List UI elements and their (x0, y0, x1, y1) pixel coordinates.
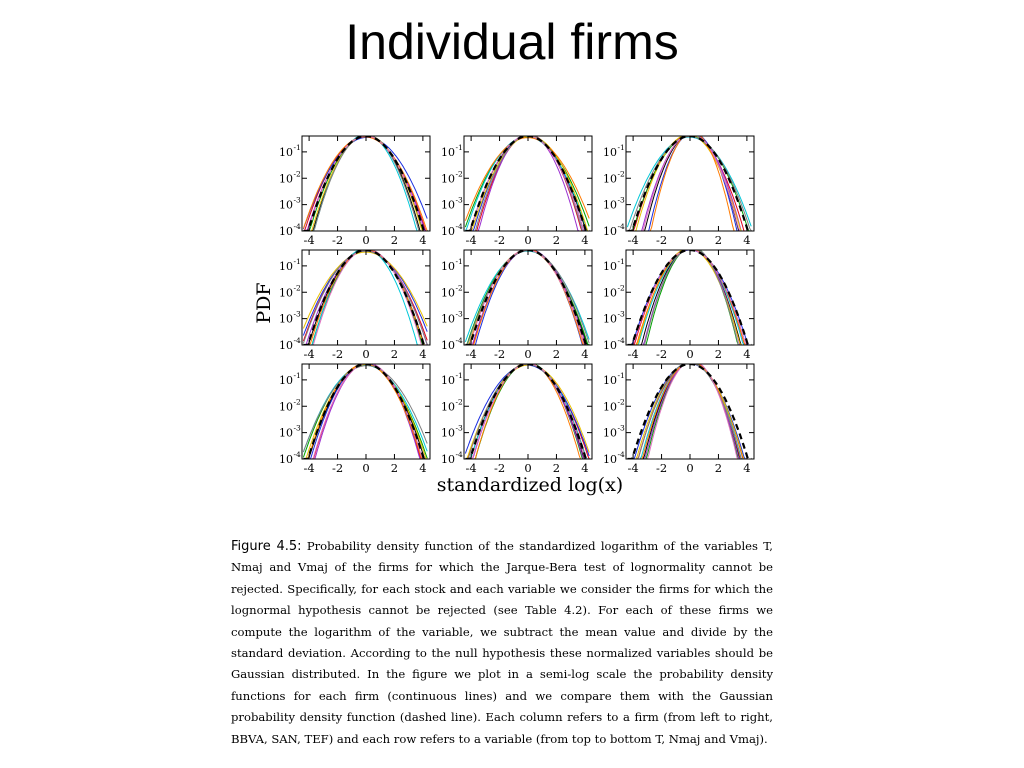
x-tick-label: 2 (714, 347, 723, 361)
x-tick-label: -2 (655, 233, 668, 247)
x-tick-label: -4 (465, 461, 477, 475)
pdf-panel-r2c2 (603, 361, 754, 475)
y-tick-label: 10 (279, 172, 293, 186)
y-tick-exponent: -2 (293, 169, 301, 179)
y-tick-label: 10 (441, 453, 455, 466)
x-tick-label: 4 (581, 233, 589, 247)
y-tick-label: 10 (603, 426, 617, 440)
firm-pdf-line (465, 250, 589, 345)
y-tick-exponent: -3 (293, 309, 301, 319)
firm-pdf-line (627, 250, 751, 346)
y-tick-label: 10 (279, 259, 293, 273)
firm-pdf-line (303, 365, 427, 460)
x-tick-label: 2 (714, 461, 723, 475)
pdf-panel-r1c1 (441, 249, 592, 361)
y-tick-exponent: -1 (617, 370, 625, 380)
x-tick-label: 0 (362, 461, 370, 475)
gaussian-reference-line (465, 250, 589, 345)
firm-pdf-line (627, 247, 751, 345)
y-tick-exponent: -1 (293, 370, 301, 380)
x-tick-label: -4 (303, 461, 315, 475)
y-tick-label: 10 (441, 426, 455, 440)
y-tick-label: 10 (441, 145, 455, 159)
y-tick-exponent: -1 (617, 256, 625, 266)
x-tick-label: 4 (581, 347, 589, 361)
x-tick-label: 4 (419, 347, 427, 361)
y-tick-label: 10 (279, 400, 293, 414)
pdf-panel-r0c2 (603, 132, 754, 247)
x-tick-label: 0 (686, 347, 694, 361)
y-tick-exponent: -1 (293, 142, 301, 152)
y-tick-exponent: -1 (455, 370, 463, 380)
x-tick-label: -4 (465, 233, 477, 247)
y-tick-label: 10 (603, 312, 617, 326)
x-tick-label: -2 (331, 233, 344, 247)
y-tick-exponent: -4 (617, 450, 625, 459)
x-tick-label: -2 (493, 233, 506, 247)
firm-pdf-line (465, 138, 589, 221)
y-tick-exponent: -4 (617, 222, 625, 231)
firm-pdf-line (627, 249, 751, 345)
y-tick-label: 10 (279, 339, 293, 352)
y-tick-label: 10 (441, 339, 455, 352)
firm-pdf-line (627, 249, 751, 345)
x-tick-label: 0 (524, 233, 532, 247)
x-tick-label: 4 (419, 233, 427, 247)
x-tick-label: 2 (390, 347, 399, 361)
y-tick-exponent: -4 (617, 336, 625, 345)
figure-caption (231, 536, 773, 750)
x-tick-label: 2 (390, 233, 399, 247)
x-tick-label: 4 (743, 461, 751, 475)
y-tick-label: 10 (441, 400, 455, 414)
figure-caption-text: Probability density function of the standardized logarithm of the variables T, Nmaj and Vmaj of the firms for which the Jarque-Bera test of lognormality cannot be rejected. Specifically, for each stock and each variable we consider the firms for which the lognormal hypothesis cannot be rejected (see Table 4.2). For each of these firms we compute the logarithm of the variable, we subtract the mean value and divide by the standard deviation. According to the null hypothesis these normalized variables should be Gaussian distributed. In the figure we plot in a semi-log scale the probability density functions for each firm (continuous lines) and we compare them with the Gaussian probability density function (dashed line). Each column refers to a firm (from left to right, BBVA, SAN, TEF) and each row refers to a variable (from top to bottom T, Nmaj and Vmaj). (231, 539, 773, 746)
firm-pdf-line (465, 249, 589, 345)
y-tick-label: 10 (441, 259, 455, 273)
x-tick-label: 2 (552, 461, 561, 475)
y-tick-label: 10 (279, 373, 293, 387)
y-tick-exponent: -2 (455, 283, 463, 293)
x-tick-label: 4 (743, 233, 751, 247)
y-tick-label: 10 (603, 145, 617, 159)
firm-pdf-line (465, 251, 589, 342)
y-tick-exponent: -4 (455, 222, 463, 231)
y-tick-exponent: -4 (293, 336, 301, 345)
pdf-figure (248, 128, 768, 505)
x-tick-label: 0 (686, 461, 694, 475)
y-tick-label: 10 (441, 373, 455, 387)
firm-pdf-line (303, 251, 427, 344)
firm-pdf-line (465, 251, 589, 345)
y-tick-label: 10 (603, 259, 617, 273)
y-tick-exponent: -2 (617, 397, 625, 407)
y-tick-exponent: -3 (455, 195, 463, 205)
x-axis-title: standardized log(x) (436, 474, 624, 496)
y-tick-exponent: -3 (455, 309, 463, 319)
firm-pdf-line (465, 365, 589, 459)
gaussian-reference-line (627, 250, 751, 345)
firm-pdf-line (465, 365, 589, 459)
y-tick-label: 10 (603, 373, 617, 387)
x-tick-label: -2 (655, 461, 668, 475)
firm-pdf-line (627, 250, 751, 345)
firm-pdf-line (627, 248, 751, 345)
y-tick-label: 10 (603, 198, 617, 212)
y-tick-exponent: -2 (617, 169, 625, 179)
y-tick-label: 10 (279, 453, 293, 466)
y-tick-label: 10 (603, 339, 617, 352)
pdf-panel-r2c1 (441, 363, 592, 475)
x-tick-label: -2 (331, 347, 344, 361)
y-tick-label: 10 (279, 286, 293, 300)
x-tick-label: -4 (465, 347, 477, 361)
y-tick-label: 10 (603, 453, 617, 466)
y-tick-exponent: -1 (455, 256, 463, 266)
x-tick-label: -2 (493, 347, 506, 361)
y-tick-exponent: -2 (617, 283, 625, 293)
x-tick-label: -4 (627, 461, 639, 475)
firm-pdf-line (303, 366, 427, 452)
y-tick-label: 10 (279, 426, 293, 440)
pdf-panel-r1c2 (603, 247, 754, 361)
firm-pdf-line (303, 252, 427, 336)
firm-pdf-line (627, 362, 751, 459)
figure-caption-label: Figure 4.5: (231, 539, 302, 554)
firm-pdf-line (627, 248, 751, 345)
x-tick-label: 0 (362, 347, 370, 361)
x-tick-label: 4 (581, 461, 589, 475)
y-tick-label: 10 (279, 225, 293, 238)
y-tick-exponent: -3 (455, 423, 463, 433)
y-tick-exponent: -1 (455, 142, 463, 152)
x-tick-label: -4 (627, 347, 639, 361)
y-tick-label: 10 (441, 286, 455, 300)
y-tick-label: 10 (279, 198, 293, 212)
y-tick-exponent: -4 (455, 450, 463, 459)
x-tick-label: 4 (743, 347, 751, 361)
y-tick-exponent: -4 (293, 450, 301, 459)
y-tick-exponent: -2 (455, 397, 463, 407)
y-tick-exponent: -4 (455, 336, 463, 345)
y-tick-label: 10 (441, 172, 455, 186)
y-tick-exponent: -3 (293, 195, 301, 205)
firm-pdf-line (465, 365, 589, 456)
y-tick-exponent: -1 (617, 142, 625, 152)
y-tick-label: 10 (279, 145, 293, 159)
y-tick-exponent: -2 (293, 397, 301, 407)
x-tick-label: 0 (524, 461, 532, 475)
x-tick-label: 2 (390, 461, 399, 475)
y-tick-exponent: -1 (293, 256, 301, 266)
y-tick-exponent: -3 (617, 423, 625, 433)
y-tick-label: 10 (603, 286, 617, 300)
x-tick-label: 2 (714, 233, 723, 247)
x-tick-label: 0 (686, 233, 694, 247)
x-tick-label: -4 (303, 233, 315, 247)
y-tick-label: 10 (441, 225, 455, 238)
y-tick-exponent: -3 (617, 195, 625, 205)
pdf-grid-chart (248, 128, 768, 500)
x-tick-label: 2 (552, 233, 561, 247)
x-tick-label: 0 (362, 233, 370, 247)
x-tick-label: 4 (419, 461, 427, 475)
y-tick-label: 10 (279, 312, 293, 326)
firm-pdf-line (627, 250, 751, 345)
firm-pdf-line (627, 248, 751, 346)
y-tick-exponent: -3 (293, 423, 301, 433)
firm-pdf-line (627, 249, 751, 345)
x-tick-label: -4 (303, 347, 315, 361)
pdf-panel-r0c0 (279, 135, 430, 247)
y-tick-exponent: -4 (293, 222, 301, 231)
x-tick-label: 2 (552, 347, 561, 361)
x-tick-label: -2 (493, 461, 506, 475)
y-tick-label: 10 (441, 198, 455, 212)
slide-title: Individual firms (345, 14, 679, 70)
y-tick-label: 10 (441, 312, 455, 326)
y-tick-exponent: -3 (617, 309, 625, 319)
x-tick-label: -2 (331, 461, 344, 475)
y-tick-exponent: -2 (455, 169, 463, 179)
y-axis-title: PDF (253, 282, 275, 324)
firm-pdf-line (465, 249, 589, 345)
x-tick-label: -2 (655, 347, 668, 361)
y-tick-label: 10 (603, 400, 617, 414)
pdf-panel-r2c0 (279, 363, 430, 475)
y-tick-label: 10 (603, 172, 617, 186)
pdf-panel-r1c0 (279, 249, 430, 361)
y-tick-exponent: -2 (293, 283, 301, 293)
y-tick-label: 10 (603, 225, 617, 238)
x-tick-label: 0 (524, 347, 532, 361)
x-tick-label: -4 (627, 233, 639, 247)
pdf-panel-r0c1 (441, 134, 592, 247)
